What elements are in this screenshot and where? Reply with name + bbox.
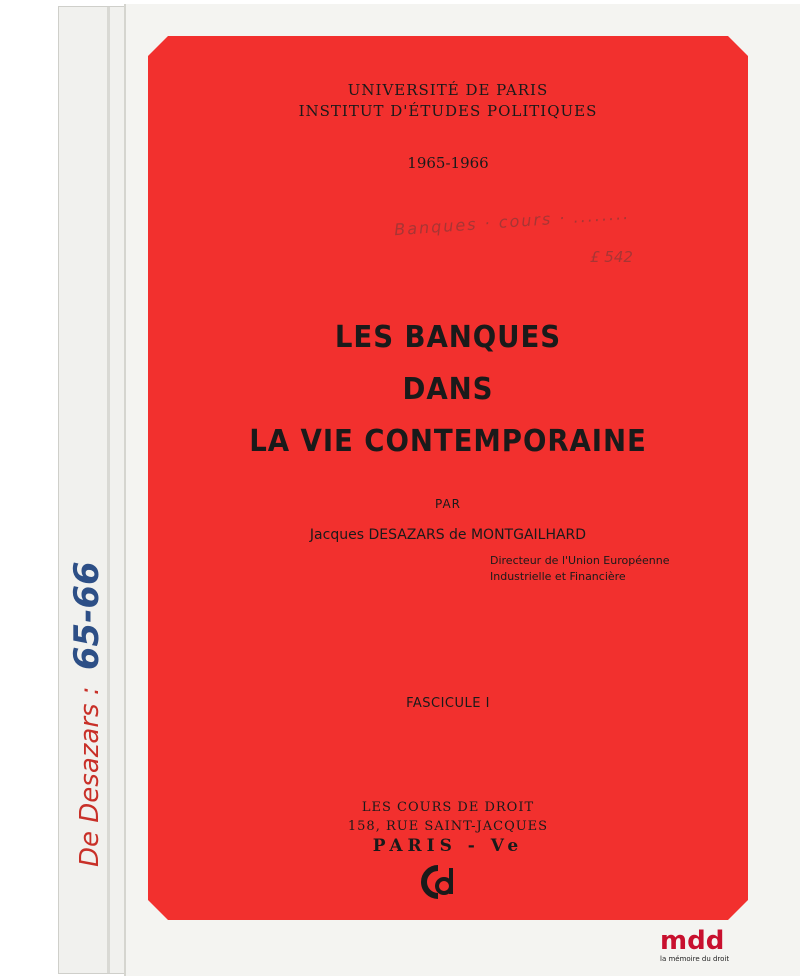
watermark-tagline: la mémoire du droit (660, 955, 730, 963)
pencil-note-price: £ 542 (590, 248, 633, 266)
academic-year: 1965-1966 (407, 154, 489, 172)
back-book (58, 6, 130, 974)
watermark-letter: d (705, 926, 725, 956)
publisher-block (148, 798, 748, 836)
institution-block (148, 80, 748, 122)
publisher-address: 158, RUE SAINT-JACQUES (347, 819, 549, 834)
by-label: PAR (434, 497, 461, 511)
affiliation-line: Directeur de l'Union Européenne (490, 554, 670, 567)
author-name: Jacques DESAZARS de MONTGAILHARD (309, 527, 587, 543)
title-line: DANS (402, 372, 494, 407)
university-name: UNIVERSITÉ DE PARIS (347, 81, 549, 99)
spine-handwritten-year: 65-66 (67, 561, 107, 671)
publisher-city: PARIS - Ve (372, 836, 524, 856)
publisher-cd-logo-icon (420, 862, 460, 902)
author-affiliation (490, 553, 710, 585)
title-line: LA VIE CONTEMPORAINE (249, 424, 647, 459)
publisher-name: LES COURS DE DROIT (361, 800, 535, 815)
watermark-logo (660, 928, 740, 972)
book-title (172, 312, 724, 468)
title-line: LES BANQUES (334, 320, 562, 355)
spine-handwritten-label (67, 561, 127, 867)
affiliation-line: Industrielle et Financière (490, 570, 626, 583)
watermark-letter: d (687, 926, 706, 956)
pencil-note: Banques · cours · ........ (393, 203, 631, 240)
watermark-letters (660, 928, 740, 954)
spine-handwritten-text: De Desazars : (75, 686, 105, 867)
fascicule-label: FASCICULE I (406, 696, 490, 711)
institute-name: INSTITUT D'ÉTUDES POLITIQUES (298, 102, 598, 120)
watermark-letter: m (660, 926, 688, 956)
